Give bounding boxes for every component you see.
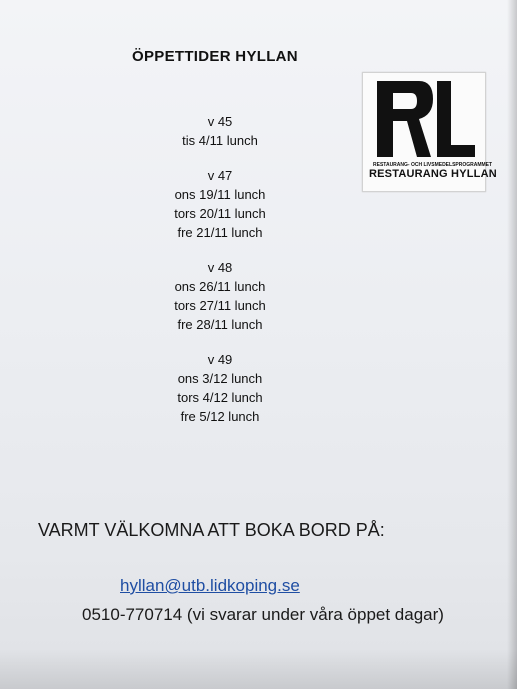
week-label: v 47	[207, 168, 233, 183]
page-bottom-shadow	[0, 649, 517, 689]
booking-heading: VARMT VÄLKOMNA ATT BOKA BORD PÅ:	[38, 520, 385, 540]
day-entry: fre 5/12 lunch	[180, 409, 260, 424]
week-block	[120, 112, 320, 150]
day-entry: fre 28/11 lunch	[177, 317, 263, 332]
day-entry: tis 4/11 lunch	[182, 133, 258, 148]
day-entry: fre 21/11 lunch	[177, 225, 263, 240]
logo-name-text: RESTAURANG HYLLAN	[369, 168, 497, 180]
week-label: v 48	[207, 260, 233, 275]
phone-number: 0510-770714 (vi svarar under våra öppet dagar)	[82, 605, 444, 624]
logo-program-text: RESTAURANG- OCH LIVSMEDELSPROGRAMMET	[373, 162, 493, 168]
week-block	[120, 350, 320, 426]
week-block	[120, 258, 320, 334]
week-label: v 49	[207, 352, 233, 367]
day-entry: ons 26/11 lunch	[174, 279, 266, 294]
day-entry: tors 20/11 lunch	[174, 206, 266, 221]
page-edge-shadow	[507, 0, 517, 689]
week-block	[120, 166, 320, 242]
email-link[interactable]: hyllan@utb.lidkoping.se	[120, 576, 300, 595]
rl-monogram-icon	[371, 77, 477, 161]
week-label: v 45	[207, 114, 233, 129]
page-title: ÖPPETTIDER HYLLAN	[132, 48, 298, 65]
day-entry: tors 4/12 lunch	[177, 390, 263, 405]
day-entry: ons 3/12 lunch	[177, 371, 263, 386]
day-entry: tors 27/11 lunch	[174, 298, 266, 313]
day-entry: ons 19/11 lunch	[174, 187, 266, 202]
opening-schedule	[120, 112, 320, 442]
restaurant-logo	[362, 72, 497, 192]
